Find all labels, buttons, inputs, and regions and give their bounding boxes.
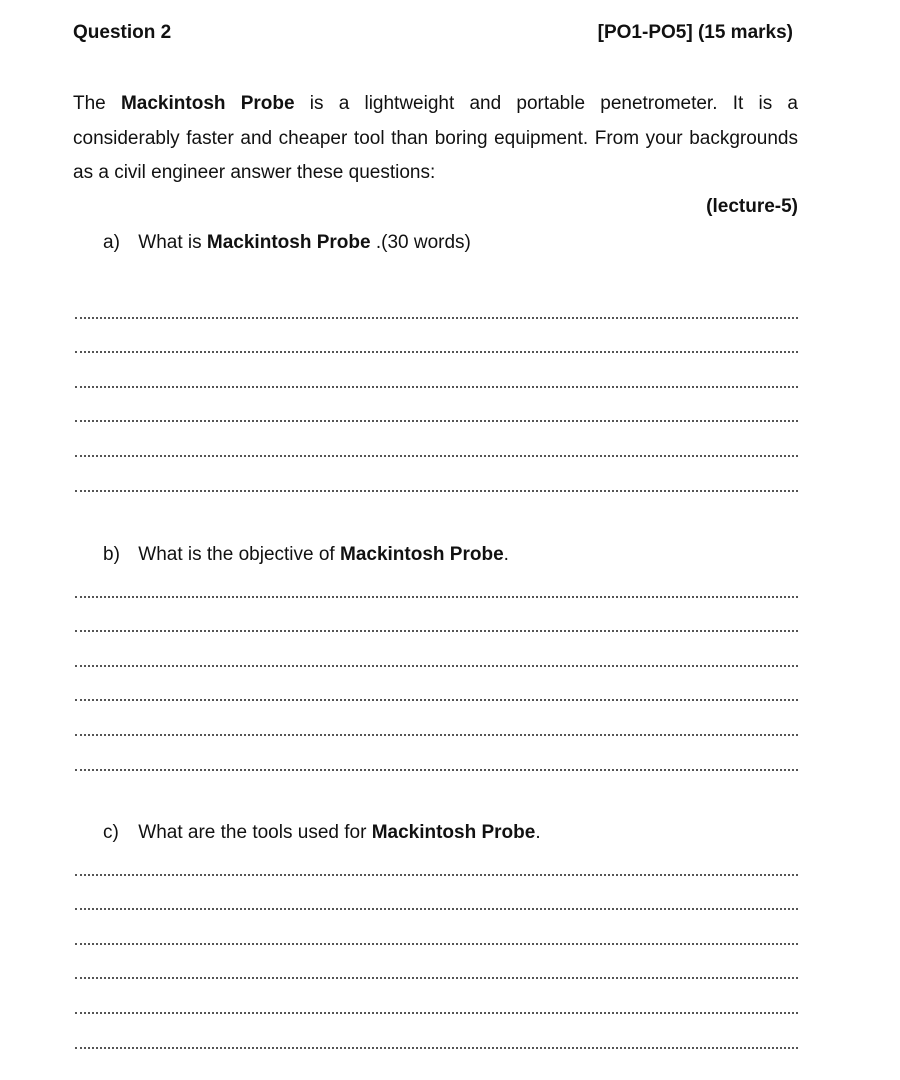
sub-question-suffix: . [503, 544, 509, 565]
answer-line[interactable] [75, 457, 798, 492]
answer-line[interactable] [75, 945, 798, 980]
sub-question-text: What are the tools used for [138, 822, 372, 843]
answer-line[interactable] [75, 563, 798, 598]
answer-area-a[interactable] [75, 284, 798, 492]
answer-line[interactable] [75, 632, 798, 667]
answer-line[interactable] [75, 876, 798, 911]
answer-line[interactable] [75, 319, 798, 354]
sub-question-label: c) [103, 822, 119, 843]
sub-question-text: What is [138, 232, 207, 253]
answer-line[interactable] [75, 353, 798, 388]
intro-text-start: The [73, 93, 121, 114]
intro-text-rest: is a lightweight and portable penetrometer. It is a considerably faster and cheaper tool than boring equipment. From your backgrounds as a civil engineer answer these questions: [73, 93, 798, 183]
answer-line[interactable] [75, 979, 798, 1014]
answer-line[interactable] [75, 736, 798, 771]
answer-line[interactable] [75, 667, 798, 702]
question-title: Question 2 [73, 22, 172, 43]
sub-question-text: What is the objective of [138, 544, 340, 565]
answer-line[interactable] [75, 598, 798, 633]
answer-line[interactable] [75, 422, 798, 457]
question-marks: [PO1-PO5] (15 marks) [597, 22, 793, 43]
answer-line[interactable] [75, 701, 798, 736]
sub-question-bold-term: Mackintosh Probe [340, 544, 504, 565]
intro-bold-term: Mackintosh Probe [120, 93, 295, 114]
answer-line[interactable] [75, 841, 798, 876]
answer-line[interactable] [75, 1014, 798, 1049]
answer-line[interactable] [75, 910, 798, 945]
sub-question-bold-term: Mackintosh Probe [371, 822, 536, 843]
answer-line[interactable] [75, 284, 798, 319]
sub-question-suffix: .(30 words) [370, 232, 471, 253]
answer-area-c[interactable] [75, 841, 798, 1049]
sub-question-label: a) [103, 232, 120, 253]
question-intro [73, 87, 798, 191]
answer-line[interactable] [75, 388, 798, 423]
sub-question-suffix: . [535, 822, 541, 843]
sub-question-a [103, 230, 471, 256]
lecture-reference: (lecture-5) [706, 196, 798, 217]
answer-area-b[interactable] [75, 563, 798, 771]
sub-question-label: b) [103, 544, 120, 565]
sub-question-bold-term: Mackintosh Probe [206, 232, 371, 253]
question-header [73, 22, 793, 48]
